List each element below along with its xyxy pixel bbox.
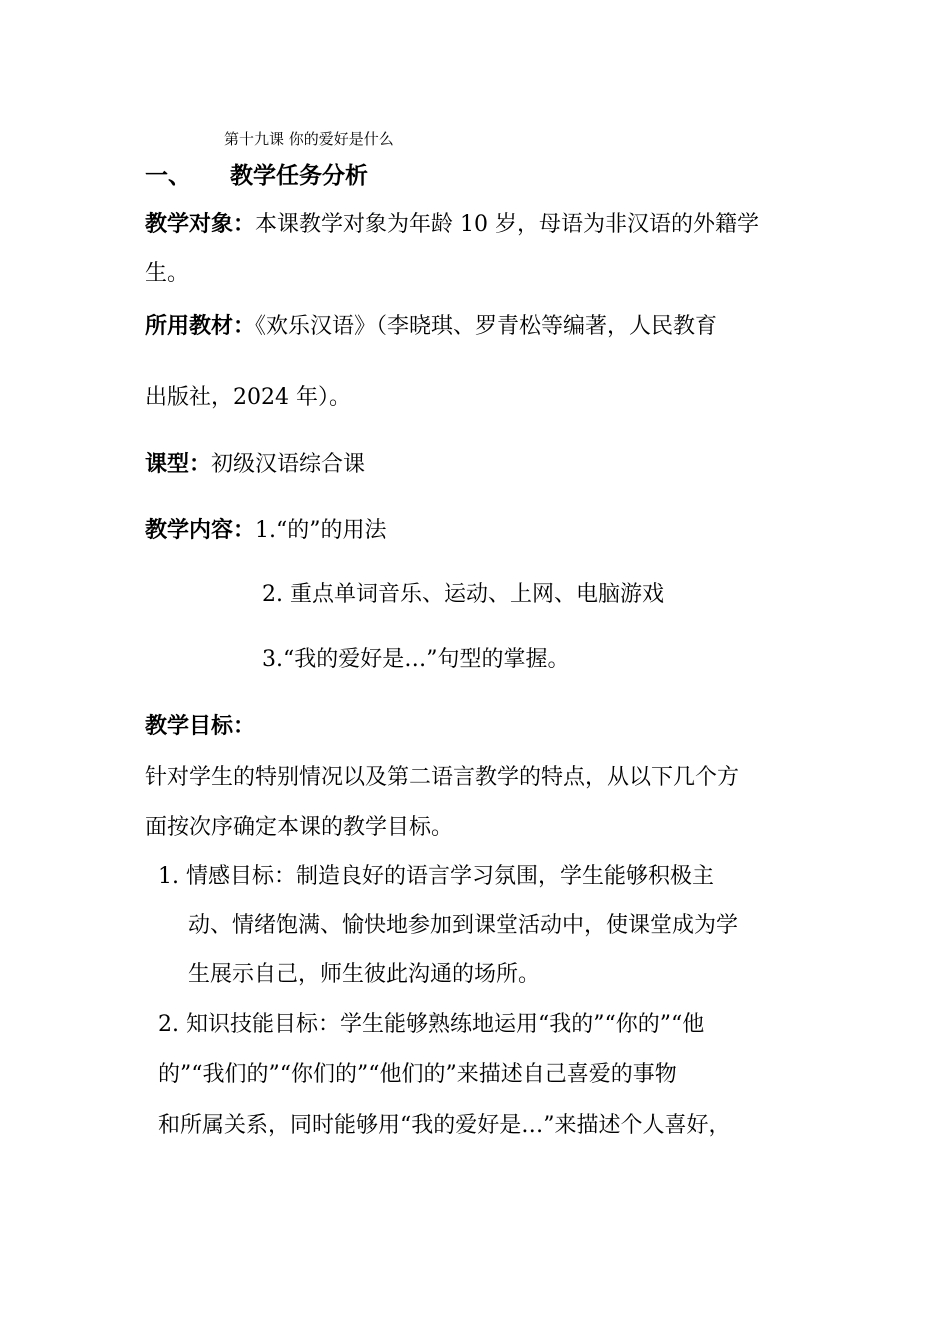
material-text-cont: 出版社，2024 年）。 (145, 385, 351, 410)
content-label: 教学内容： (145, 517, 256, 543)
goals-intro-1: 针对学生的特别情况以及第二语言教学的特点，从以下几个方 (145, 765, 740, 790)
material-line (145, 313, 717, 340)
section-number: 一、 (145, 162, 191, 189)
content-item-2: 2. 重点单词音乐、运动、上网、电脑游戏 (262, 582, 664, 607)
material-label: 所用教材： (145, 313, 256, 339)
goal2-line3: 和所属关系，同时能够用“我的爱好是…”来描述个人喜好， (158, 1113, 731, 1138)
content-line (145, 517, 387, 544)
section-title: 教学任务分析 (230, 162, 368, 189)
goals-label: 教学目标： (145, 713, 256, 739)
audience-text: 本课教学对象为年龄 10 岁，母语为非汉语的外籍学 (255, 212, 759, 237)
content-item-3: 3.“我的爱好是…”句型的掌握。 (262, 647, 570, 672)
content-item-1: 1.“的”的用法 (255, 518, 387, 543)
type-line (145, 451, 365, 478)
goal1-line3: 生展示自己，师生彼此沟通的场所。 (188, 962, 541, 987)
type-label: 课型： (145, 451, 212, 477)
goals-intro-2: 面按次序确定本课的教学目标。 (145, 815, 454, 840)
goal1-line1: 1. 情感目标：制造良好的语言学习氛围，学生能够积极主 (158, 864, 714, 889)
type-text: 初级汉语综合课 (211, 452, 366, 477)
audience-line (145, 211, 759, 238)
goal2-line1: 2. 知识技能目标：学生能够熟练地运用“我的”“你的”“他 (158, 1012, 705, 1037)
goal2-line2: 的”“我们的”“你们的”“他们的”来描述自己喜爱的事物 (158, 1062, 677, 1087)
audience-label: 教学对象： (145, 211, 256, 237)
material-text: 《欢乐汉语》（李晓琪、罗青松等编著，人民教育 (255, 314, 718, 339)
goal1-line2: 动、情绪饱满、愉快地参加到课堂活动中，使课堂成为学 (188, 913, 739, 938)
lesson-title: 第十九课 你的爱好是什么 (224, 130, 394, 148)
audience-text-cont: 生。 (145, 261, 190, 286)
